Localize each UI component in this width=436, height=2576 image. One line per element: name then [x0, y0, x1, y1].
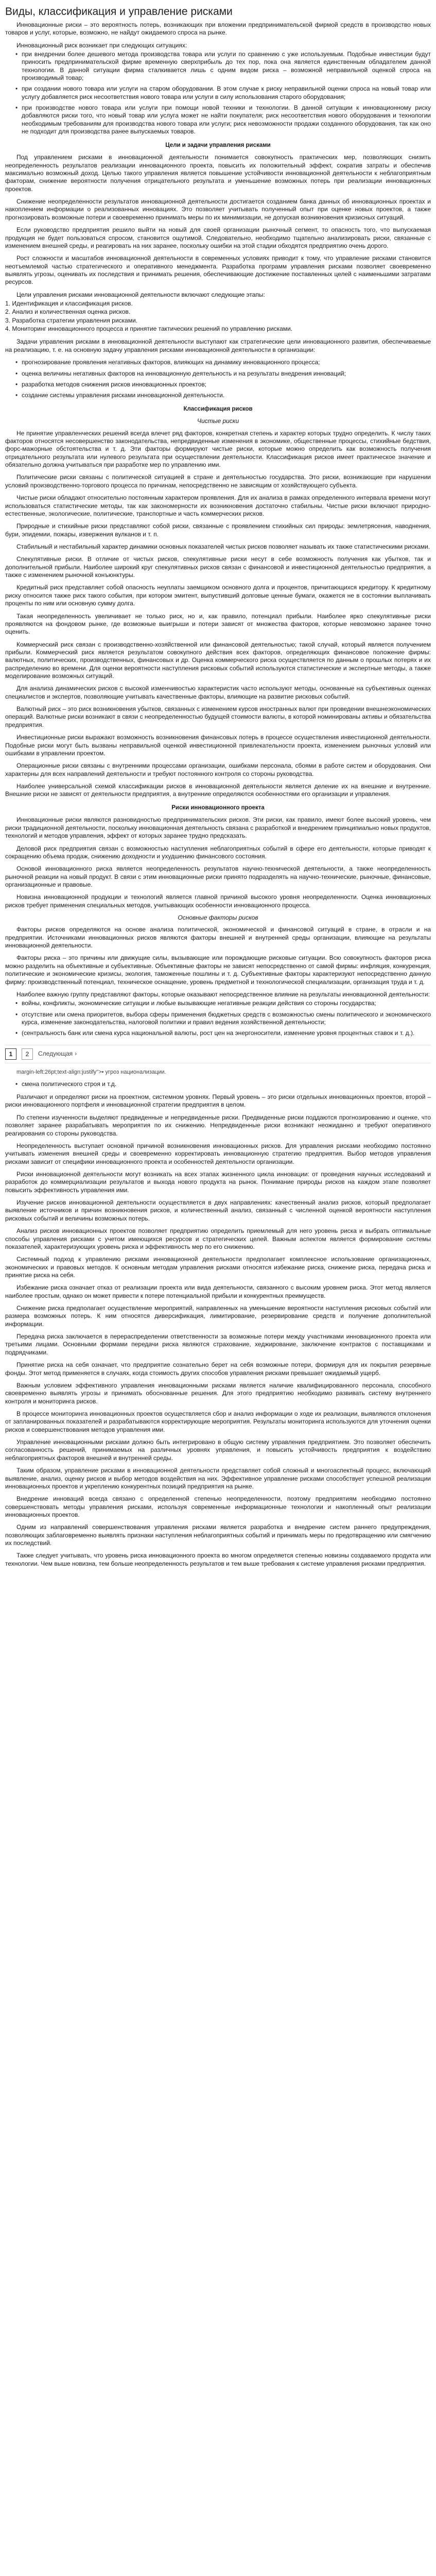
paragraph: Факторы рисков определяются на основе анализа политической, экономической и финансовой ситуаций в стране, в отрасли и на предприятии. Источниками инновационных рисков являются факторы внешней и внутренней среды организации, влияющие на результаты инновационной деятельности.: [5, 926, 431, 950]
paragraph: Также следует учитывать, что уровень риска инновационного проекта во многом определяется степенью новизны создаваемого продукта или технологии. Чем выше новизна, тем больше неопределенность результатов и тем выше требования к системе управления рисками предприятия.: [5, 1552, 431, 1567]
paragraph: Спекулятивные риски. В отличие от чистых рисков, спекулятивные риски несут в себе возможность получения как убытков, так и дополнительной прибыли. Наиболее широкий круг спекулятивных рисков связан с финансовой и инвестиционной деятельностью предприятия, а также с изменением рыночной конъюнктуры.: [5, 555, 431, 579]
article-body: [5, 21, 431, 1038]
paragraph: Анализ рисков инновационных проектов позволяет предприятию определить приемлемый для него уровень риска и выбрать оптимальные способы управления рисками с учетом имеющихся ресурсов и стратегических целей. Важным аспектом является формирование системы показателей, характеризующих уровень риска и эффективность мер по его снижению.: [5, 1227, 431, 1250]
list-item: • разработка методов снижения рисков инновационных проектов;: [14, 381, 431, 388]
list-item: 1. Идентификация и классификация рисков.: [5, 300, 133, 308]
paragraph: Коммерческий риск связан с производственно-хозяйственной или финансовой деятельностью; такой случай, который является получением прибыли. Коммерческий риск является результатом совокупного действия всех факторов, определяющих финансовое положение фирмы: валютных, политических, производственных, финансовых и др. Оценка коммерческого риска осуществляется по данным о прошлых потерях и их распределению во времени. Для оценки вероятности наступления рисковых событий используются статистические и экспертные методы, а также моделирование возможных ситуаций.: [5, 640, 431, 680]
next-page-link[interactable]: [38, 1050, 77, 1058]
paragraph: Управление инновационными рисками должно быть интегрировано в общую систему управления предприятием. Это позволяет обеспечить согласованность решений, принимаемых на различных уровнях управления, и повысить устойчивость предприятия к воздействию неблагоприятных факторов внешней и внутренней среды.: [5, 1438, 431, 1462]
paragraph: Не принятие управленческих решений всегда влечет ряд факторов, конкретная степень и характер которых трудно определить. К числу таких факторов относятся несовершенство законодательства, непредвиденные изменения в экономике, общественные процессы, стихийные бедствия, форс-мажорные обстоятельства и т. д. Эти факторы формируют чистые риски, которые можно определить как возможность получения отрицательного результата или нулевого результата при осуществлении деятельности. Классификация рисков имеет практическое значение и обязательно должна учитываться при разработке мер по управлению ими.: [5, 429, 431, 469]
paragraph: Наиболее важную группу представляют факторы, которые оказывают непосредственное влияние на результаты инновационной деятельности:: [16, 990, 430, 998]
paragraph: Принятие риска на себя означает, что предприятие сознательно берет на себя возможные потери, формируя для их покрытия резервные фонды. Этот метод применяется в случаях, когда стоимость других способов управления рисками превышает ожидаемый ущерб.: [5, 1361, 431, 1377]
list-item: • при производстве нового товара или услуги при помощи новой техники и технологии. В данной ситуации к инновационному риску добавляются риски того, что новый товар или услуга может не найти покупателя; риск несоответствия нового оборудования и технологии необходимым требованиям для производства нового товара или услуги; риск невозможности продажи созданного оборудования, так как оно не подходит для производства ранее выпускаемых товаров.: [14, 104, 431, 135]
paragraph: Риски инновационной деятельности могут возникать на всех этапах жизненного цикла инновации: от проведения научных исследований и разработок до коммерциализации результатов и выхода нового продукта на рынок. Понимание природы рисков на каждом этапе позволяет повысить эффективность управления ими.: [5, 1171, 431, 1194]
list-item: 4. Мониторинг инновационного процесса и принятие тактических решений по управлению рисками.: [5, 325, 293, 333]
list-item: • оценка величины негативных факторов на инновационную деятельность и на результаты внедрения инноваций;: [14, 370, 431, 378]
list-item: 2. Анализ и количественная оценка рисков.: [5, 308, 131, 316]
paragraph: Рост сложности и масштабов инновационной деятельности в современных условиях приводит к тому, что управление рисками становится неотъемлемой частью стратегического и оперативного менеджмента. Разработка программ управления рисками позволяет своевременно выявлять угрозы, оценивать их последствия и принимать решения, обеспечивающие достижение поставленных целей с наименьшими затратами ресурсов.: [5, 255, 431, 286]
bullet-list: [14, 359, 431, 399]
paragraph: Передача риска заключается в перераспределении ответственности за возможные потери между участниками инновационного проекта или третьими лицами. Основными формами передачи риска являются страхование, хеджирование, заключение контрактов с поставщиками и подрядчиками.: [5, 1333, 431, 1356]
paragraph: Инновационные риски – это вероятность потерь, возникающих при вложении предпринимательской фирмой средств в производство новых товаров и услуг, которые, возможно, не найдут ожидаемого спроса на рынке.: [5, 21, 431, 37]
paragraph: Стабильный и нестабильный характер динамики основных показателей чистых рисков позволяет называть их также статистическими рисками.: [16, 543, 430, 550]
arrow-right-icon: ›: [75, 1050, 77, 1057]
paragraph: Факторы риска – это причины или движущие силы, вызывающие или порождающие рисковые ситуации. Всю совокупность факторов риска можно разделить на объективные и субъективные. Объективные факторы не зависят непосредственно от самой фирмы: инфляция, конкуренция, политические и экономические кризисы, экология, таможенные пошлины и т. д. Субъективные факторы характеризуют непосредственно данную фирму: производственный потенциал, техническое оснащение, уровень предметной и технологической специализации, организация труда и т. д.: [5, 954, 431, 986]
list-item: • при внедрении более дешевого метода производства товара или услуги по сравнению с уже используемым. Подобные инвестиции будут приносить предпринимательской фирме временную сверхприбыль до тех пор, пока она является единственным обладателем данной технологии. В данной ситуации фирма сталкивается лишь с одним видом риска – возможной неправильной оценкой спроса на производимый товар;: [14, 50, 431, 82]
paragraph: Природные и стихийные риски представляют собой риски, связанные с проявлением стихийных сил природы: землетрясения, наводнения, бури, эпидемии, пожары, извержения вулканов и т. п.: [5, 522, 431, 538]
page-number[interactable]: 2: [22, 1048, 33, 1060]
subheading: Основные факторы рисков: [178, 914, 258, 922]
paragraph: Таким образом, управление рисками в инновационной деятельности представляет собой сложный и многоаспектный процесс, включающий выявление, анализ, оценку рисков и выбор методов воздействия на них. Эффективное управление рисками способствует успешной реализации инновационных проектов и укреплению конкурентных позиций предприятия на рынке.: [5, 1467, 431, 1490]
page-title: Виды, классификация и управление рисками: [5, 6, 233, 18]
paragraph: Системный подход к управлению рисками инновационной деятельности предполагает комплексное использование организационных, экономических и правовых методов. К основным методам управления рисками относятся избежание риска, снижение риска, передача риска и принятие риска на себя.: [5, 1256, 431, 1279]
list-item: • при создании нового товара или услуги на старом оборудовании. В этом случае к риску неправильной оценки спроса на новый товар или услугу добавляется риск несоответствия нового товара или услуги в силу использования старого оборудования;: [14, 85, 431, 101]
paragraph: Задачи управления рисками в инновационной деятельности выступают как стратегические цели инновационного развития, обеспечиваемые на реализацию, т. е. на основную задачу управления рисками инновационной деятельности в организации:: [5, 338, 431, 353]
paragraph: Деловой риск предприятия связан с возможностью наступления неблагоприятных событий в сфере его деятельности, которые приводят к сокращению объема продаж, снижению доходности и ухудшению финансового состояния.: [5, 844, 431, 860]
page-number-current[interactable]: 1: [5, 1048, 16, 1060]
paragraph: Цели управления рисками инновационной деятельности включают следующие этапы:: [16, 291, 265, 298]
list-item: • прогнозирование проявления негативных факторов, влияющих на динамику инновационного процесса;: [14, 359, 431, 366]
list-item: • смена политического строя и т.д.: [14, 1080, 431, 1088]
paragraph: Такая неопределенность увеличивает не только риск, но и, как правило, потенциал прибыли. Наиболее ярко спекулятивные риски проявляются на фондовом рынке, где возможные выигрыши и потери зависят от множества факторов, которые невозможно заранее точно оценить.: [5, 612, 431, 636]
list-item: • отсутствие или смена приоритетов, выбора сферы применения бюджетных средств с возможностью смены политического и экономического курса, изменение законодательства, налоговой политики и правил ведения хозяйственной деятельности;: [14, 1011, 431, 1027]
list-item: • создание системы управления рисками инновационной деятельности.: [14, 392, 431, 399]
bullet-list: [14, 999, 431, 1037]
paragraph: Основой инновационного риска является неопределенность результатов научно-технической деятельности, а также неопределенность рыночной реакции на новый продукт. В связи с этим инновационные риски принято подразделять на научно-технические, рыночные, финансовые, организационные и правовые.: [5, 865, 431, 888]
paragraph: Неопределенность выступает основной причиной возникновения инновационных рисков. Для управления рисками необходимо постоянно учитывать изменения внешней среды и своевременно корректировать инновационную стратегию предприятия. Выбор методов управления рисками зависит от специфики инновационного проекта и особенностей деятельности организации.: [5, 1142, 431, 1165]
paragraph: Избежание риска означает отказ от реализации проекта или вида деятельности, связанного с высоким уровнем риска. Этот метод является наиболее простым, однако он может привести к потере потенциальной прибыли и конкурентных преимуществ.: [5, 1284, 431, 1299]
bullet-list: [14, 50, 431, 136]
article-body-continued: [5, 1069, 431, 1568]
list-item: 3. Разработка стратегии управления рисками.: [5, 316, 138, 324]
paragraph: Изучение рисков инновационной деятельности осуществляется в двух направлениях: качественный анализ рисков, который предполагает выявление источников и причин возникновения рисков, и количественный анализ, связанный с численной оценкой вероятности наступления рисковых событий и величины возможных потерь.: [5, 1199, 431, 1222]
paragraph: В процессе мониторинга инновационных проектов осуществляется сбор и анализ информации о ходе их реализации, выявляются отклонения от запланированных показателей и разрабатываются корректирующие мероприятия. Результаты мониторинга используются для уточнения оценки рисков и совершенствования методов управления ими.: [5, 1410, 431, 1433]
paragraph: Операционные риски связаны с внутренними процессами организации, ошибками персонала, сбоями в работе систем и оборудования. Они характерны для всех направлений деятельности и требуют постоянного контроля со стороны руководства.: [5, 762, 431, 777]
paragraph: Под управлением рисками в инновационной деятельности понимается совокупность практических мер, позволяющих снизить неопределенность результатов реализации инновационного проекта, повысить их положительный эффект, сократив затраты и обеспечив максимально возможный доход. Целью такого управления является повышение устойчивости инновационной деятельности к неблагоприятным факторам, снижение вероятности получения отрицательного результата и уменьшение возможных потерь при реализации инновационных проектов.: [5, 154, 431, 193]
list-item: • войны, конфликты, экономические ситуации и любые вызывающие негативные реакции действия со стороны государства;: [14, 999, 431, 1007]
paragraph: Новизна инновационной продукции и технологий является главной причиной высокого уровня неопределенности. Оценка инновационных рисков требует применения специальных методов, учитывающих особенности инновационного процесса.: [5, 893, 431, 909]
paragraph: Инвестиционные риски выражают возможность возникновения финансовых потерь в процессе осуществления инвестиционной деятельности. Подобные риски могут быть вызваны неправильной оценкой инвестиционной привлекательности проекта, изменением рыночных условий или ошибками в управлении проектом.: [5, 734, 431, 757]
paragraph: По степени изученности выделяют предвиденные и непредвиденные риски. Предвиденные риски поддаются прогнозированию и оценке, что позволяет заранее разрабатывать мероприятия по их снижению. Непредвиденные риски возникают неожиданно и требуют оперативного реагирования со стороны руководства.: [5, 1113, 431, 1137]
paragraph: Инновационный риск возникает при следующих ситуациях:: [16, 41, 187, 49]
paragraph: Снижение неопределенности результатов инновационной деятельности достигается созданием банка данных об инновационных проектах и накоплением информации о реализованных инновациях. Это позволяет учитывать полученный опыт при оценке новых проектов, а также прогнозировать возможные потери и своевременно принимать меры по их минимизации, не допуская возникновения кризисных ситуаций.: [5, 198, 431, 221]
paragraph: Внедрение инноваций всегда связано с определенной степенью неопределенности, поэтому предприятиям необходимо постоянно совершенствовать методы управления рисками, используя современные информационные технологии и накопленный опыт реализации инновационных проектов.: [5, 1495, 431, 1518]
pagination: [5, 1045, 431, 1063]
numbered-list: [5, 300, 431, 333]
section-heading: Классификация рисков: [183, 405, 253, 412]
subheading: Чистые риски: [197, 417, 239, 425]
paragraph: Чистые риски обладают относительно постоянным характером проявления. Для их анализа в рамках определенного интервала времени могут использоваться статистические методы, так как закономерности их возникновения достаточно стабильны. Чистые риски включают природно-естественные, экологические, политические, транспортные и часть коммерческих рисков.: [5, 494, 431, 517]
paragraph: Одним из направлений совершенствования управления рисками является разработка и внедрение систем раннего предупреждения, позволяющих заблаговременно выявлять признаки наступления неблагоприятных событий и принимать меры по предотвращению или смягчению их последствий.: [5, 1523, 431, 1547]
next-page-label: Следующая: [38, 1050, 73, 1057]
bullet-list: [14, 1080, 431, 1088]
paragraph: Для анализа динамических рисков с высокой изменчивостью характеристик часто используют методы, основанные на субъективных оценках специалистов и экспертов, позволяющие учитывать качественные факторы, влияющие на развитие рисковых событий.: [5, 685, 431, 700]
stray-markup-text: margin-left:26pt;text-align:justify">• угроз национализации.: [16, 1069, 166, 1075]
paragraph: Наиболее универсальной схемой классификации рисков в инновационной деятельности является деление их на внешние и внутренние. Внешние риски не зависят от деятельности предприятия, а внутренние определяются особенностями его организации и управления.: [5, 782, 431, 798]
section-heading: Риски инновационного проекта: [171, 804, 265, 811]
list-item: • (сентральность банк или смена курса национальной валюты, рост цен на энергоносители, изменение уровня процентных ставок и т. д.).: [14, 1029, 431, 1037]
paragraph: Валютный риск – это риск возникновения убытков, связанных с изменением курсов иностранных валют при проведении внешнеэкономических операций. Валютные риски возникают в связи с неопределенностью будущей стоимости валюты, в которой номинированы активы и обязательства предприятия.: [5, 705, 431, 728]
paragraph: Снижение риска предполагает осуществление мероприятий, направленных на уменьшение вероятности наступления рисковых событий или размера возможных потерь. К ним относятся диверсификация, лимитирование, резервирование средств и получение дополнительной информации.: [5, 1304, 431, 1328]
section-heading: Цели и задачи управления рисками: [165, 142, 271, 148]
paragraph: Политические риски связаны с политической ситуацией в стране и деятельностью государства. Это риски, возникающие при нарушении условий производственно-торгового процесса по причинам, непосредственно не зависящим от хозяйствующего субъекта.: [5, 473, 431, 489]
paragraph: Кредитный риск представляет собой опасность неуплаты заемщиком основного долга и процентов, причитающихся кредитору. К кредитному риску относится также риск такого события, при котором эмитент, выпустивший долговые ценные бумаги, окажется не в состоянии выплачивать проценты по ним или основную сумму долга.: [5, 584, 431, 607]
paragraph: Инновационные риски являются разновидностью предпринимательских рисков. Эти риски, как правило, имеют более высокий уровень, чем риски традиционной деятельности, поскольку инновационная деятельность связана с разработкой и внедрением принципиально новых продуктов, технологий и методов управления, эффект от которых заранее трудно предсказать.: [5, 816, 431, 840]
paragraph: Различают и определяют риски на проектном, системном уровнях. Первый уровень – это риски отдельных инновационных проектов, второй – риски инновационного портфеля и инновационной стратегии предприятия в целом.: [5, 1093, 431, 1109]
paragraph: Если руководство предприятия решило выйти на новый для своей организации рыночный сегмент, то опасность того, что выпускаемая продукция не будет пользоваться спросом, становится ощутимой. Следовательно, необходимо тщательно анализировать риски, связанные с изменением внешней среды, и реагировать на них заранее, поскольку ошибки на этой стадии обходятся предприятию очень дорого.: [5, 226, 431, 249]
paragraph: Важным условием эффективного управления инновационными рисками является наличие квалифицированного персонала, способного своевременно выявлять угрозы и принимать обоснованные решения. Для этого предприятию необходимо развивать систему внутреннего контроля и мониторинга рисков.: [5, 1381, 431, 1405]
